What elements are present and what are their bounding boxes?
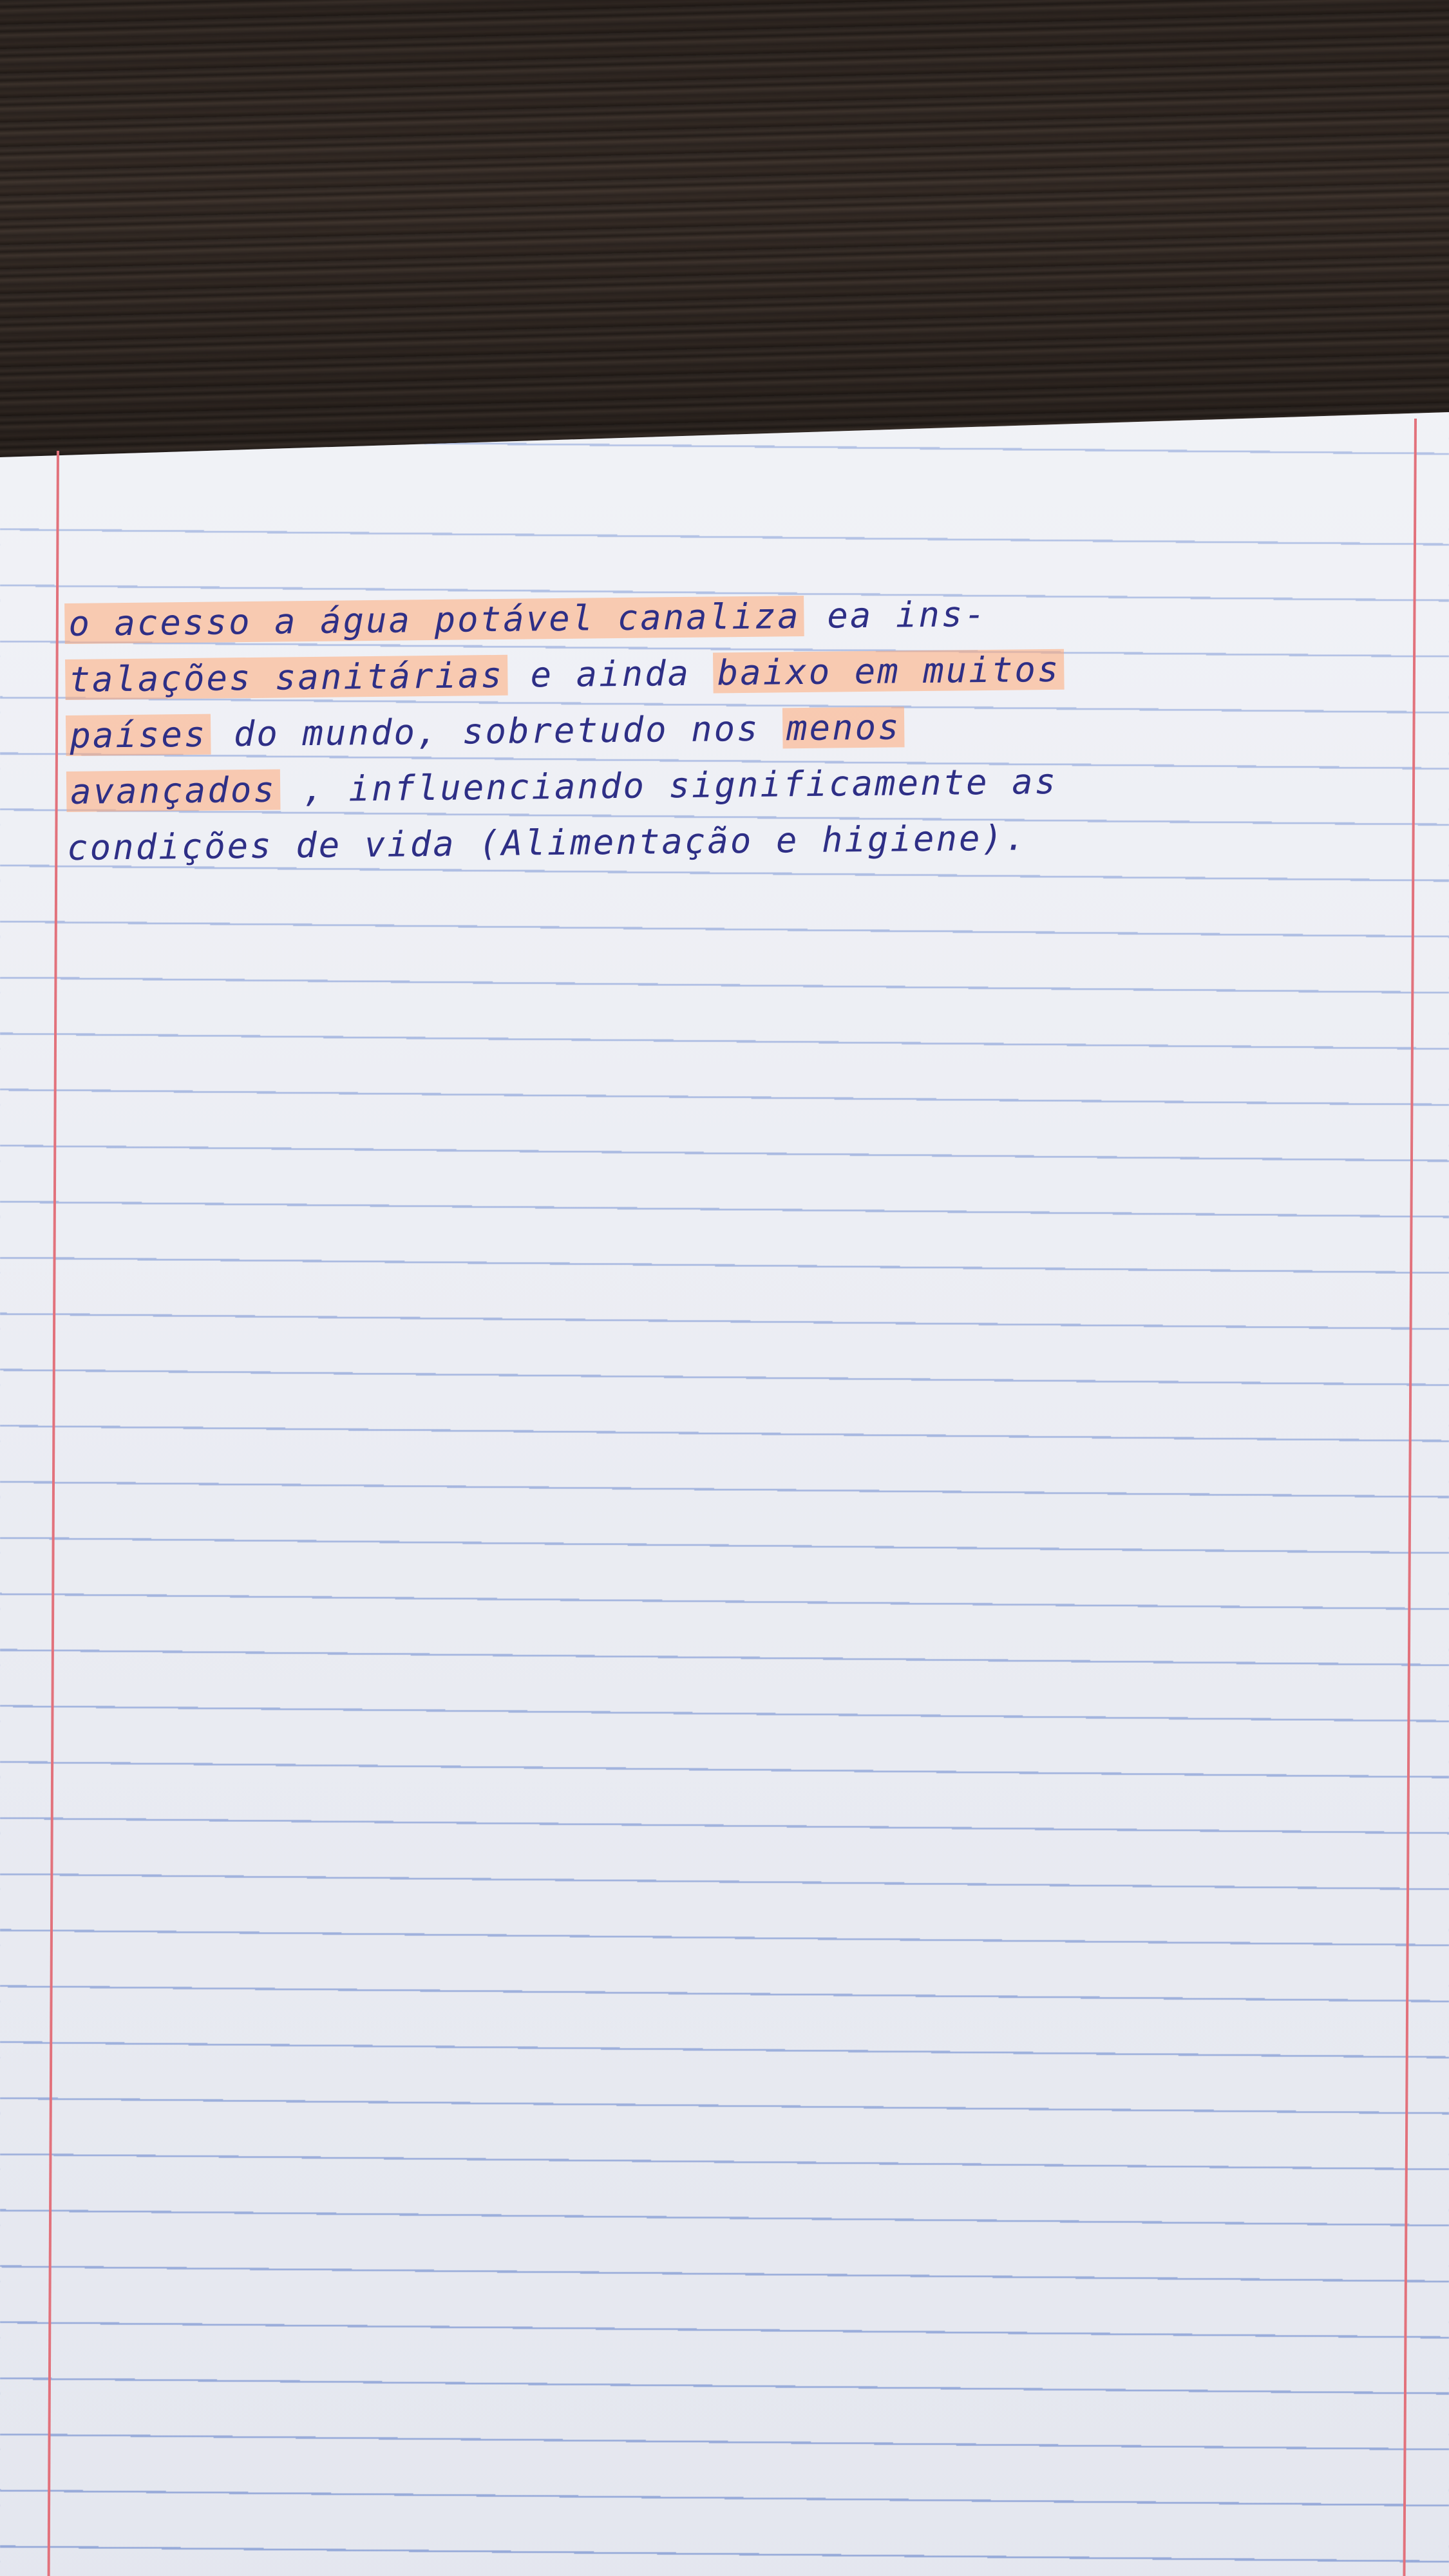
plain-text: e ainda	[530, 652, 691, 696]
highlighted-text: o acesso a água potável canaliza	[64, 596, 804, 644]
highlighted-text: menos	[782, 706, 905, 748]
wooden-desk-surface	[0, 0, 1449, 489]
plain-text: condições de vida (Alimentação e higiene).	[66, 817, 1028, 868]
handwritten-paragraph	[64, 582, 1406, 876]
highlighted-text: países	[66, 714, 211, 756]
highlighted-text: avançados	[66, 770, 280, 812]
highlighted-text: baixo em muitos	[713, 649, 1064, 694]
highlighted-text: talações sanitárias	[65, 655, 507, 700]
plain-text: ea ins-	[826, 593, 988, 636]
plain-text: do mundo, sobretudo nos	[233, 708, 760, 755]
plain-text: , influenciando significamente as	[302, 761, 1058, 810]
